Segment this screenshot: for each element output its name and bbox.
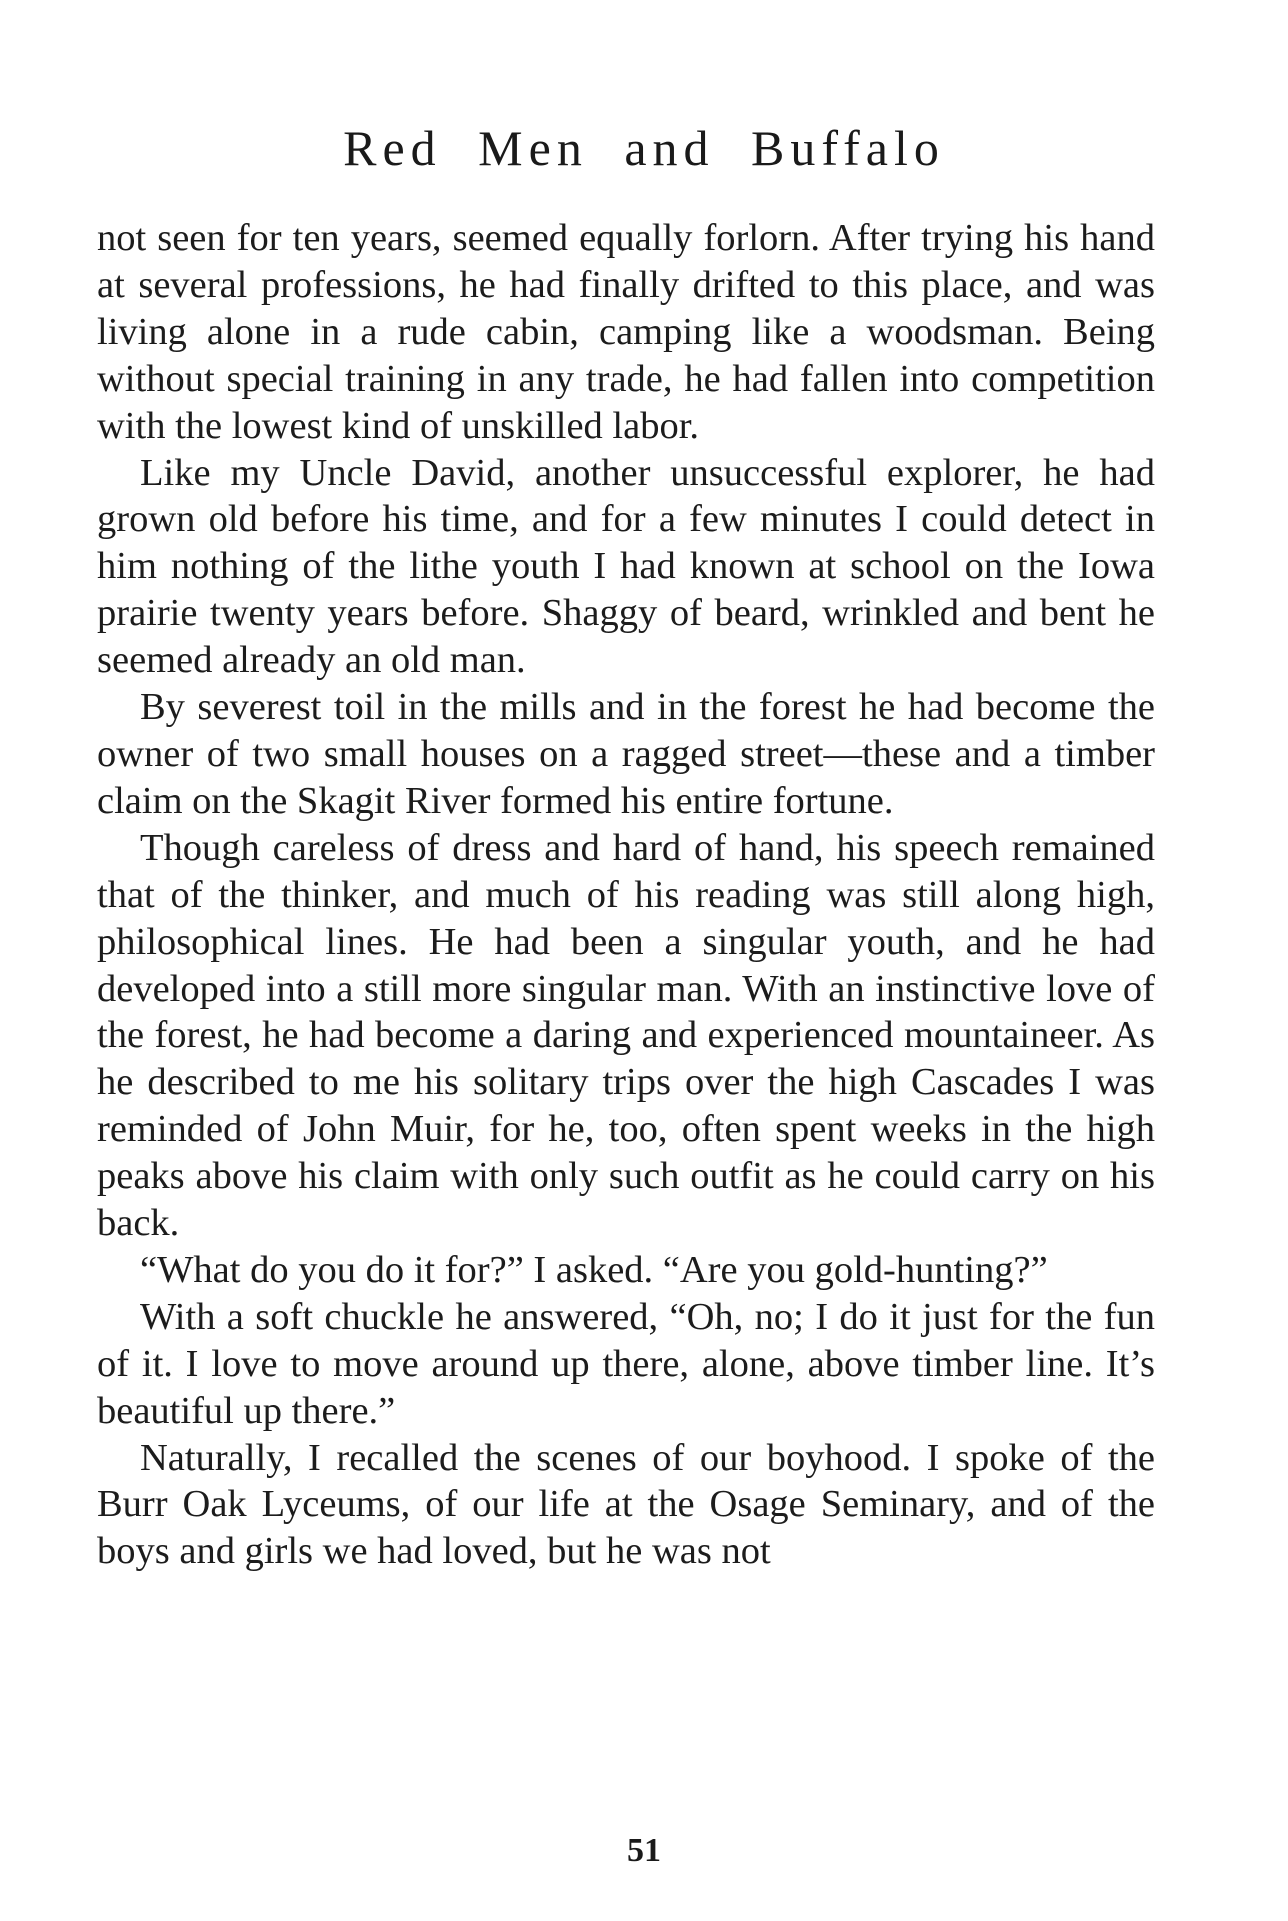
paragraph: Naturally, I recalled the scenes of our boyhood. I spoke of the Burr Oak Lyceums, of our life at the Osage Seminary, and of the boys and girls we had loved, but he was not: [97, 1436, 1155, 1573]
paragraph-continued: not seen for ten years, seemed equally forlorn. After trying his hand at several professions, he had finally drifted to this place, and was living alone in a rude cabin, camping like a woodsman. Being without special training in any trade, he had fallen into competition with the lowest kind of unskilled labor.: [97, 217, 1155, 447]
paragraph: Though careless of dress and hard of hand, his speech remained that of the thinker, and much of his reading was still along high, philosophical lines. He had been a singular youth, and he had developed into a still more singular man. With an instinctive love of the forest, he had become a daring and experienced mountaineer. As he described to me his solitary trips over the high Cascades I was reminded of John Muir, for he, too, often spent weeks in the high peaks above his claim with only such outfit as he could carry on his back.: [97, 826, 1155, 1245]
running-head: Red Men and Buffalo: [343, 120, 945, 176]
paragraph: With a soft chuckle he answered, “Oh, no; I do it just for the fun of it. I love to move around up there, alone, above timber line. It’s beautiful up there.”: [97, 1295, 1155, 1432]
paragraph: By severest toil in the mills and in the forest he had become the owner of two small houses on a ragged street—these and a timber claim on the Skagit River formed his entire fortune.: [97, 686, 1155, 822]
page-number: 51: [627, 1832, 661, 1869]
paragraph: “What do you do it for?” I asked. “Are you gold-hunting?”: [140, 1248, 1048, 1291]
paragraph: Like my Uncle David, another unsuccessful explorer, he had grown old before his time, and for a few minutes I could detect in him nothing of the lithe youth I had known at school on the Iowa prairie twenty years before. Shaggy of beard, wrinkled and bent he seemed already an old man.: [97, 451, 1155, 682]
body-text: [97, 215, 1155, 1575]
